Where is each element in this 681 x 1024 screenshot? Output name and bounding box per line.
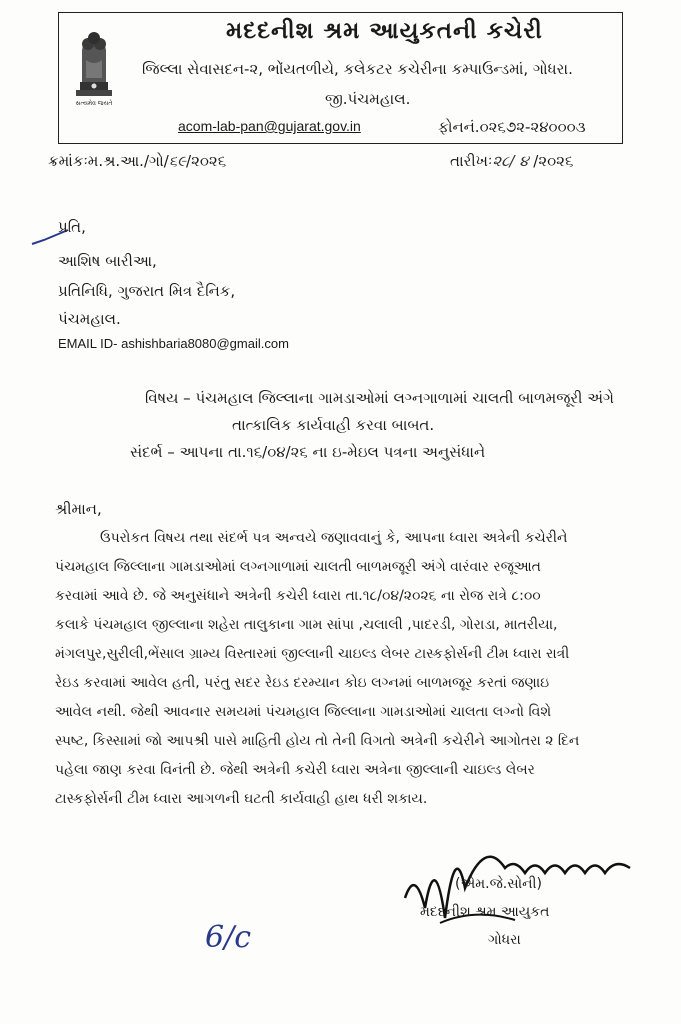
reference-line: સંદર્ભ – આપના તા.૧૬/૦૪/૨૬ ના ઇ-મેઇલ પત્રના અનુસંધાને (130, 443, 486, 461)
body-line: કલાકે પંચમહાલ જીલ્લાના શહેરા તાલુકાના ગામ સાંપા ,ચલાલી ,પાદરડી, ગોરાડા, માતરીયા, (55, 617, 558, 633)
reference-number-handwritten: ૬૯ (168, 152, 187, 170)
recipient-name: આશિષ બારીઆ, (58, 252, 157, 270)
handwritten-note: 6/c (205, 920, 251, 955)
body-line: આવેલ નથી. જેથી આવનાર સમયમાં પંચમહાલ જિલ્લાના ગામડાઓમાં ચાલતા લગ્નો વિશે (55, 704, 552, 720)
office-address-line-2: જી.પંચમહાલ. (325, 90, 411, 108)
recipient-city: પંચમહાલ. (58, 310, 121, 328)
signatory-designation: મદદનીશ શ્રમ આયુકત (420, 904, 550, 920)
letter-date (450, 152, 573, 170)
recipient-prefix: પ્રતિ, (58, 218, 86, 236)
date-prefix: તારીખઃ (450, 152, 493, 170)
office-address-line-1: જિલ્લા સેવાસદન-૨, ભોંયતળીયે, કલેકટર કચેરીના કમ્પાઉન્ડમાં, ગોધરા. (142, 60, 573, 78)
recipient-role: પ્રતિનિધિ, ગુજરાત મિત્ર દૈનિક, (58, 282, 236, 300)
letter-body (55, 524, 637, 814)
recipient-email: EMAIL ID- ashishbaria8080@gmail.com (58, 336, 289, 351)
body-line: રેઇડ કરવામાં આવેલ હતી, પરંતુ સદર રેઇડ દરમ્યાન કોઇ લગ્નમાં બાળમજૂર કરતાં જણાઇ (55, 675, 550, 691)
body-line: સ્પષ્ટ, કિસ્સામાં જો આપશ્રી પાસે માહિતી હોય તો તેની વિગતો અત્રેની કચેરીને આગોતરા ૨ દિન (55, 733, 580, 749)
reference-number (48, 152, 226, 170)
body-line: ટાસ્કફોર્સની ટીમ ધ્વારા આગળની ઘટતી કાર્યવાહી હાથ ધરી શકાય. (55, 791, 428, 807)
body-line: મંગલપુર,સુરીલી,ભેંસાલ ગ્રામ્ય વિસ્તારમાં જીલ્લાની ચાઇલ્ડ લેબર ટાસ્કફોર્સની ટીમ ધ્વારા રાત્રી (55, 646, 570, 662)
subject-line-1: વિષય – પંચમહાલ જિલ્લાના ગામડાઓમાં લગ્નગાળામાં ચાલતી બાળમજૂરી અંગે (145, 389, 615, 407)
reference-number-suffix: /૨૦૨૬ (186, 152, 227, 170)
date-handwritten: ૨૮/ ૪ (492, 152, 529, 170)
office-title: મદદનીશ શ્રમ આયુકતની કચેરી (226, 18, 543, 44)
date-suffix: /૨૦૨૬ (528, 152, 574, 170)
reference-number-prefix: ક્રમાંકઃમ.શ્ર.આ./ગો/ (48, 152, 169, 170)
signatory-place: ગોધરા (488, 932, 521, 948)
body-line: ઉપરોકત વિષય તથા સંદર્ભ પત્ર અન્વયે જણાવવાનું કે, આપના ધ્વારા અત્રેની કચેરીને (100, 530, 568, 546)
office-phone: ફોનનં.૦૨૬૭૨-૨૪૦૦૦૩ (438, 118, 586, 136)
body-line: પહેલા જાણ કરવા વિનંતી છે. જેથી અત્રેની કચેરી ધ્વારા અત્રેના જીલ્લાની ચાઇલ્ડ લેબર (55, 762, 535, 778)
national-emblem-icon (66, 20, 122, 112)
emblem-caption: સત્યમેવ જયતે (75, 100, 113, 107)
salutation: શ્રીમાન, (55, 500, 102, 518)
body-line: કરવામાં આવે છે. જે અનુસંધાને અત્રેની કચેરી ધ્વારા તા.૧૮/૦૪/૨૦૨૬ ના રોજ રાત્રે ૮:૦૦ (55, 588, 541, 604)
office-email-link[interactable]: acom-lab-pan@gujarat.gov.in (178, 118, 361, 134)
signatory-name: (એમ.જે.સોની) (455, 876, 542, 892)
subject-line-2: તાત્કાલિક કાર્યવાહી કરવા બાબત. (232, 416, 435, 434)
body-line: પંચમહાલ જિલ્લાના ગામડાઓમાં લગ્નગાળામાં ચાલતી બાળમજૂરી અંગે વારંવાર રજૂઆત (55, 559, 541, 575)
